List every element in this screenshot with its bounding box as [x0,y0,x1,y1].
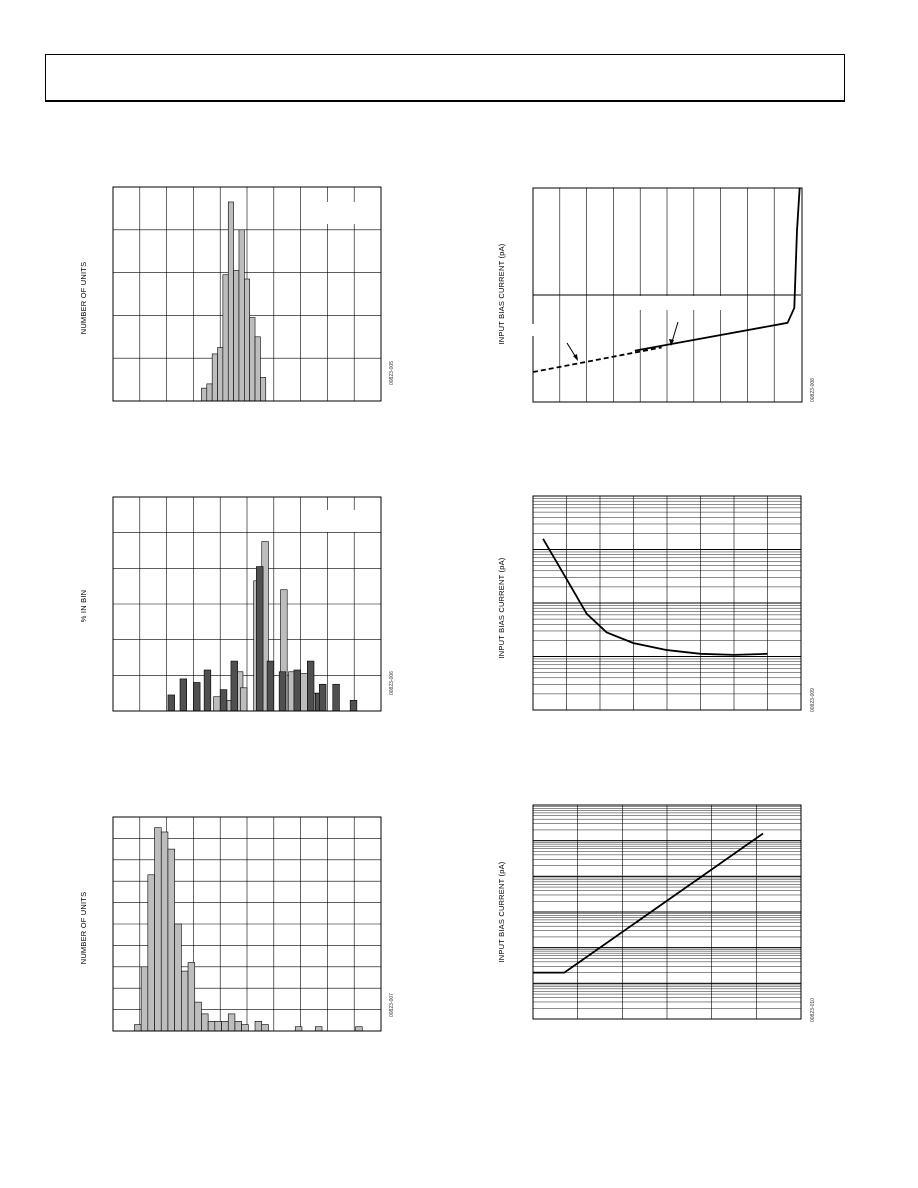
histogram-bar [256,567,263,711]
histogram-bar [295,1027,302,1031]
figure-id: 00823-009 [810,688,816,712]
histogram-bar [204,670,211,711]
histogram-bar [188,963,195,1031]
histogram-bar [301,674,308,711]
histogram-bar [212,354,217,401]
histogram-bar [220,690,227,711]
figure-id: 00823-005 [389,361,395,385]
histogram-bar [279,672,286,711]
histogram-bar [168,849,175,1031]
figure-id: 00823-008 [810,378,816,402]
histogram-bar [195,1002,202,1031]
histogram-bar [222,1021,229,1031]
annotation-arrowhead [573,354,578,361]
histogram-bar [319,684,326,711]
histogram-bar [175,924,182,1031]
histogram-bar [218,348,223,402]
histogram-bar [161,832,168,1031]
histogram-bar [250,318,255,401]
legend-placeholder [326,202,358,224]
series-line-dashed [533,347,662,372]
chart-number-of-units-2 [70,810,410,1045]
chart-input-bias-current-3 [490,800,835,1035]
figure-id: 00823-007 [389,993,395,1017]
histogram-bar [141,967,148,1031]
histogram-bar [267,661,274,711]
histogram-bar [148,875,155,1031]
histogram-bar [315,1027,322,1031]
histogram-bar [333,684,340,711]
histogram-bar [350,700,357,711]
histogram-bar [201,388,206,401]
histogram-bar [193,682,200,711]
chart-input-bias-current-1 [490,180,835,415]
histogram-bar [214,697,221,711]
chart-percent-in-bin [70,490,410,725]
legend-placeholder [310,510,362,532]
chart-input-bias-current-2 [490,490,835,725]
histogram-bar [239,230,244,401]
histogram-bar [228,202,233,401]
histogram-bar [208,1021,215,1031]
y-axis-label: NUMBER OF UNITS [79,891,88,965]
histogram-bar [201,1014,208,1031]
histogram-bar [255,337,260,401]
histogram-bar [180,679,187,711]
histogram-bar [242,1025,249,1031]
annotation-label-box [633,296,721,310]
y-axis-label: INPUT BIAS CURRENT (pA) [497,243,506,345]
y-axis-label: INPUT BIAS CURRENT (pA) [497,861,506,963]
histogram-bar [307,661,314,711]
histogram-bar [235,1021,242,1031]
figure-id: 00823-010 [810,998,816,1022]
y-axis-label: INPUT BIAS CURRENT (pA) [497,557,506,659]
figure-id: 00823-006 [389,671,395,695]
histogram-bar [260,377,265,401]
histogram-bar [168,695,175,711]
annotation-label-box [530,324,556,336]
histogram-bar [181,971,188,1031]
page-header-box [45,54,845,102]
histogram-bar [155,828,162,1031]
histogram-bar [356,1027,363,1031]
histogram-bar [134,1025,141,1031]
series-line [635,188,800,351]
histogram-bar [244,279,249,401]
histogram-bar [223,275,228,401]
series-line [533,834,763,973]
histogram-bar [262,1025,269,1031]
histogram-bar [234,270,239,401]
histogram-bar [207,384,212,401]
y-axis-label: % IN BIN [79,589,88,623]
histogram-bar [228,1014,235,1031]
histogram-bar [294,670,301,711]
histogram-bar [215,1021,222,1031]
y-axis-label: NUMBER OF UNITS [79,261,88,335]
histogram-bar [231,661,238,711]
histogram-bar [240,688,247,711]
chart-number-of-units-1 [70,180,410,415]
histogram-bar [255,1021,262,1031]
